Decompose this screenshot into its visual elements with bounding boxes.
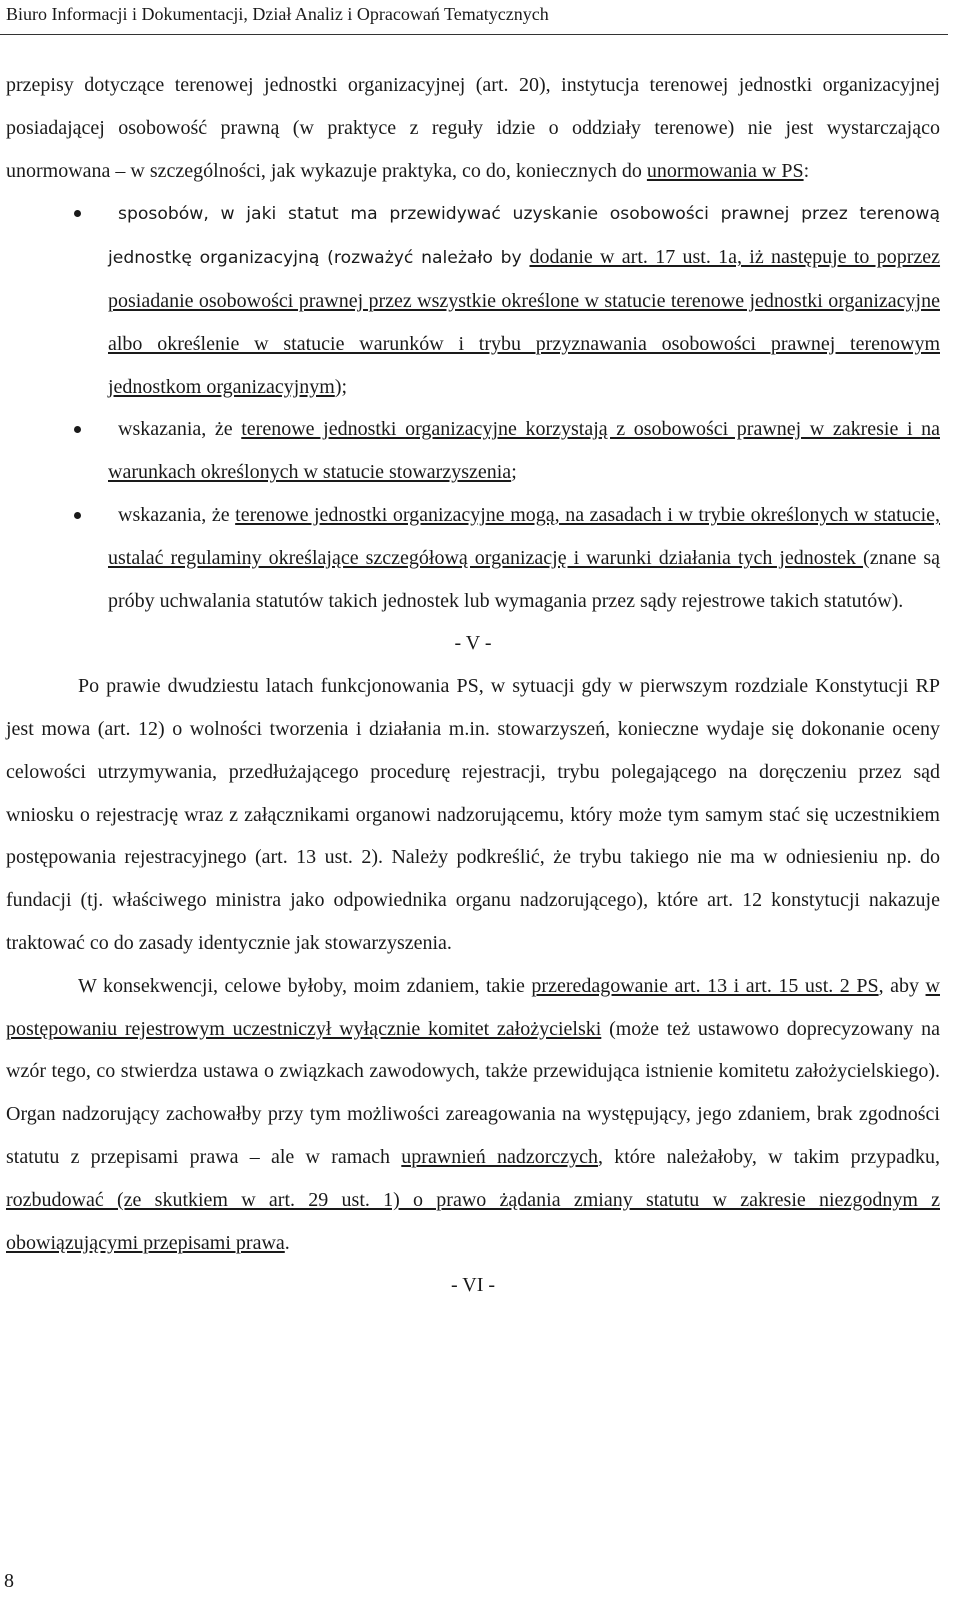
underlined-phrase: unormowania w PS	[646, 159, 804, 182]
underlined-phrase: rozbudować (ze skutkiem w art. 29 ust. 1) o prawo żądania zmiany statutu w zakresie niezgodnym z obowiązującymi przepisami prawa	[6, 1188, 940, 1254]
bullet-lead: wskazania, że	[118, 503, 236, 526]
bullet-icon	[74, 512, 81, 519]
page-header	[0, 0, 958, 42]
paragraph-conclusion	[6, 965, 940, 1265]
paragraph-intro	[6, 64, 940, 192]
section-heading-v: - V -	[454, 632, 492, 655]
bullet-list	[6, 192, 940, 622]
header-title: Biuro Informacji i Dokumentacji, Dział Analiz i Opracowań Tematycznych	[6, 4, 549, 24]
underlined-phrase: terenowe jednostki organizacyjne korzystają z osobowości prawnej w zakresie i na warunkach określonych w statucie stowarzyszenia	[108, 418, 940, 484]
underlined-phrase: w postępowaniu rejestrowym uczestniczył wyłącznie komitet założycielski	[6, 974, 940, 1040]
bullet-icon	[74, 426, 81, 433]
paragraph-intro-text: przepisy dotyczące terenowej jednostki organizacyjnej (art. 20), instytucja terenowej jednostki organizacyjnej posiadającej osobowość prawną (w praktyce z reguły idzie o oddziały terenowe) nie jest wystarczająco unormowana – w szczególności, jak wykazuje praktyka, co do, koniecznych do	[6, 74, 940, 182]
conclusion-text-e: .	[284, 1231, 290, 1254]
underlined-phrase: uprawnień nadzorczych	[401, 1145, 598, 1168]
header-rule	[0, 34, 948, 35]
conclusion-text-b: , aby	[878, 974, 926, 997]
underlined-phrase: terenowe jednostki organizacyjne mogą, na zasadach i w trybie określonych w statucie, ustalać regulaminy określające szczegółową organizację i warunki działania tych jednostek	[108, 503, 941, 569]
conclusion-text-d: , które należałoby, w takim przypadku,	[598, 1145, 940, 1168]
bullet-lead: wskazania, że	[118, 418, 242, 441]
bullet-lead: sposobów, w jaki statut ma przewidywać uzyskanie osobowości prawnej przez terenową jednostkę organizacyjną (rozważyć należało by	[108, 204, 940, 269]
bullet-item	[6, 408, 940, 494]
page-number: 8	[4, 1570, 14, 1592]
underlined-phrase: przeredagowanie art. 13 i art. 15 ust. 2 PS	[531, 974, 879, 997]
bullet-item	[6, 494, 940, 622]
conclusion-text-c: (może też ustawowo doprecyzowany na wzór tego, co stwierdza ustawa o związkach zawodowych, także przewidująca istnienie komitetu założycielskiego). Organ nadzorujący zachowałby przy tym możliwości zareagowania na występujący, jego zdaniem, brak zgodności statutu z przepisami prawa – ale w ramach	[6, 1017, 940, 1168]
document-body	[6, 64, 940, 1307]
bullet-item	[6, 192, 940, 408]
section-heading-vi: - VI -	[450, 1274, 496, 1297]
conclusion-text-a: W konsekwencji, celowe byłoby, moim zdaniem, takie	[78, 974, 532, 997]
bullet-tail: (znane są próby uchwalania statutów takich jednostek lub wymagania przez sądy rejestrowe takich statutów).	[108, 546, 940, 612]
paragraph-assessment: Po prawie dwudziestu latach funkcjonowania PS, w sytuacji gdy w pierwszym rozdziale Konstytucji RP jest mowa (art. 12) o wolności tworzenia i działania m.in. stowarzyszeń, konieczne wydaje się dokonanie oceny celowości utrzymywania, przedłużającego procedurę rejestracji, trybu polegającego na doręczeniu przez sąd wniosku o rejestrację wraz z załącznikami organowi nadzorującemu, który może tym samym stać się uczestnikiem postępowania rejestracyjnego (art. 13 ust. 2). Należy podkreślić, że trybu takiego nie ma w odniesieniu np. do fundacji (tj. właściwego ministra jako odpowiednika organu nadzorującego), które art. 12 konstytucji nakazuje traktować co do zasady identycznie jak stowarzyszenia.	[6, 675, 940, 954]
bullet-tail: ;	[511, 461, 517, 484]
underlined-phrase: dodanie w art. 17 ust. 1a, iż następuje to poprzez posiadanie osobowości prawnej przez wszystkie określone w statucie terenowe jednostki organizacyjne albo określenie w statucie warunków i trybu przyznawania osobowości prawnej terenowym jednostkom organizacyjnym	[108, 246, 941, 398]
bullet-icon	[74, 210, 81, 217]
paragraph-intro-end: :	[803, 159, 810, 182]
bullet-tail: );	[334, 375, 348, 398]
